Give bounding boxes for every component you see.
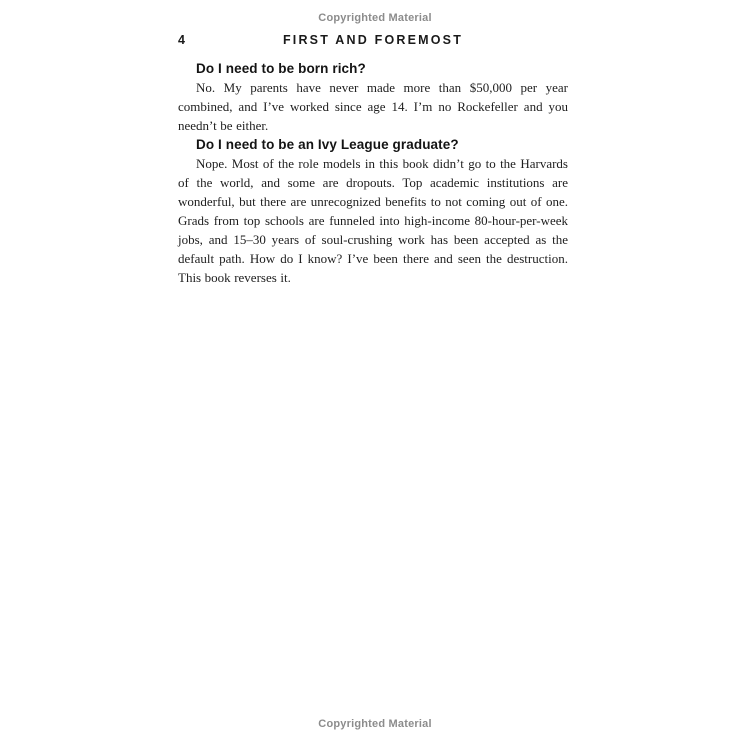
question-heading-ivy-league: Do I need to be an Ivy League graduate? [196, 137, 459, 152]
running-title: FIRST AND FOREMOST [282, 33, 464, 47]
question-heading-born-rich: Do I need to be born rich? [196, 61, 366, 76]
answer-paragraph-born-rich: No. My parents have never made more than $50,000 per year combined, and I’ve worked since age 14. I’m no Rockefeller and you needn’t be either. [178, 80, 568, 133]
page-body [178, 59, 568, 287]
page-number: 4 [178, 33, 185, 47]
page-header [178, 32, 568, 48]
copyright-notice-bottom: Copyrighted Material [318, 718, 432, 730]
answer-paragraph-ivy-league: Nope. Most of the role models in this book didn’t go to the Harvards of the world, and some are dropouts. Top academic institutions are wonderful, but there are unrecognized benefits to not coming out of one. Grads from top schools are funneled into high-income 80-hour-per-week jobs, and 15–30 years of soul-crushing work has been accepted as the default path. How do I know? I’ve been there and seen the destruction. This book reverses it. [178, 156, 568, 285]
copyright-notice-top: Copyrighted Material [318, 12, 432, 24]
